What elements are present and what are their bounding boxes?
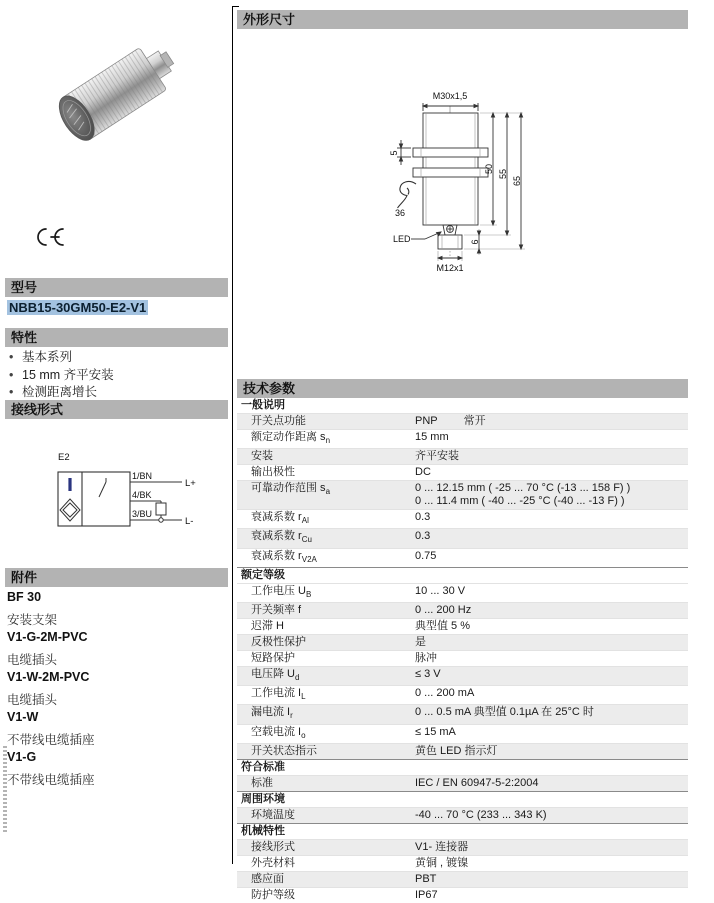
spec-row: [237, 429, 688, 448]
bullet-icon: •: [9, 350, 14, 364]
spec-row: [237, 685, 688, 704]
dim-label-55: 55: [498, 168, 508, 180]
section-header-accessories: 附件: [5, 568, 228, 587]
dim-label-m30: M30x1,5: [432, 91, 468, 101]
bullet-icon: •: [9, 385, 14, 399]
accessory-description: 不带线电缆插座: [7, 773, 95, 787]
spec-row: [237, 666, 688, 685]
spec-row: [237, 807, 688, 823]
spec-value: 0 ... 12.15 mm ( -25 ... 70 °C (-13 ... 158 F) ) 0 ... 11.4 mm ( -40 ... -25 °C (-40 ... -13 F) ): [415, 482, 631, 508]
spec-row: [237, 413, 688, 429]
spec-label: 环境温度: [251, 808, 295, 821]
column-divider: [232, 6, 233, 864]
spec-value: ≤ 15 mA: [415, 725, 456, 738]
spec-group-title: 额定等级: [237, 567, 688, 583]
inductive-diamond-symbol: [60, 499, 80, 521]
spec-value: 黄铜 , 镀镍: [415, 856, 469, 869]
spec-value: PNP 常开: [415, 415, 486, 427]
spec-value: DC: [415, 466, 431, 479]
spec-row: [237, 775, 688, 791]
features-list: [0, 349, 215, 402]
wiring-diagram-e2: [36, 444, 201, 544]
spec-group-title: 符合标准: [237, 759, 688, 775]
spec-row: [237, 650, 688, 666]
spec-row: [237, 743, 688, 759]
spec-label: 额定动作距离 $s_n$: [251, 431, 331, 446]
sensor-body-group: [52, 37, 183, 146]
load-symbol: [156, 503, 166, 515]
spec-label: 开关频率 f: [251, 603, 302, 616]
feature-item: [9, 384, 224, 402]
spec-label: 衰减系数 $r_{V2A}$: [251, 549, 317, 564]
spec-value: PBT: [415, 872, 437, 885]
spec-row: [237, 724, 688, 743]
spec-label: 输出极性: [251, 466, 295, 479]
pin-label-4bk: 4/BK: [132, 490, 152, 500]
spec-label: 开关点功能: [251, 415, 306, 427]
spec-value: 典型值 5 %: [415, 619, 471, 632]
spec-row: [237, 602, 688, 618]
spec-label: 标准: [251, 776, 273, 789]
accessory-description: 电缆插头: [7, 693, 58, 707]
spec-value: 0.75: [415, 549, 437, 562]
spec-group-title: 周围环境: [237, 791, 688, 807]
spec-label: 迟滞 H: [251, 619, 284, 632]
section-header-dimensions: 外形尺寸: [237, 10, 688, 29]
dim-label-5: 5: [389, 150, 399, 156]
dim-label-led: LED: [393, 234, 411, 244]
spec-label: 衰减系数 $r_{Cu}$: [251, 530, 312, 545]
spec-row: [237, 855, 688, 871]
dim-label-50: 50: [484, 163, 494, 175]
spec-row: [237, 464, 688, 480]
spec-row: [237, 839, 688, 855]
spec-row: [237, 704, 688, 723]
accessory-description: 安装支架: [7, 613, 58, 627]
spec-row: [237, 887, 688, 903]
wiring-label-e2: E2: [58, 452, 70, 463]
spec-row: [237, 528, 688, 547]
spec-value: IEC / EN 60947-5-2:2004: [415, 776, 539, 789]
accessory-description: 不带线电缆插座: [7, 733, 95, 747]
ce-mark-icon: [33, 225, 67, 249]
dimension-drawing: [383, 88, 563, 293]
accessory-description: 电缆插头: [7, 653, 58, 667]
accessory-code: V1-G-2M-PVC: [7, 630, 88, 644]
spec-row: [237, 871, 688, 887]
spec-value: 0.3: [415, 530, 431, 543]
spec-value: 10 ... 30 V: [415, 584, 466, 597]
accessory-code: V1-W-2M-PVC: [7, 670, 90, 684]
spec-value: 0.3: [415, 511, 431, 524]
section-header-features: 特性: [5, 328, 228, 347]
spec-value: 脉冲: [415, 651, 437, 664]
spec-label: 工作电压 $U_B$: [251, 584, 312, 599]
spec-value: 黄色 LED 指示灯: [415, 744, 498, 757]
spec-value: 齐平安装: [415, 450, 459, 463]
column-divider-tick: [232, 6, 239, 7]
spec-label: 短路保护: [251, 651, 295, 664]
spec-group-title: 一般说明: [241, 399, 285, 411]
feature-item-label: 基本系列: [22, 350, 73, 364]
tech-params-table: [237, 398, 688, 903]
spec-row: [237, 583, 688, 602]
spec-value: IP67: [415, 888, 438, 901]
terminal-label-lminus: L-: [185, 516, 194, 527]
spec-row: [237, 480, 688, 509]
spec-label: 开关状态指示: [251, 744, 317, 757]
spec-label: 电压降 $U_d$: [251, 667, 300, 683]
spec-row: [237, 509, 688, 528]
feature-item: [9, 349, 224, 367]
junction-node: [159, 518, 163, 522]
spec-value: V1- 连接器: [415, 840, 469, 853]
pin-label-3bu: 3/BU: [132, 509, 153, 519]
spec-row: [237, 548, 688, 567]
spec-row: [237, 618, 688, 634]
spec-label: 反极性保护: [251, 635, 306, 648]
spec-label: 感应面: [251, 872, 284, 885]
section-header-wiring: 接线形式: [5, 400, 228, 419]
accessory-code: V1-W: [7, 710, 39, 724]
feature-item: [9, 367, 224, 385]
spec-value: 15 mm: [415, 431, 449, 443]
spec-value: 0 ... 0.5 mA 典型值 0.1µA 在 25°C 时: [415, 706, 594, 719]
spec-row: [237, 448, 688, 464]
model-number: NBB15-30GM50-E2-V1: [9, 300, 147, 315]
spec-label: 安装: [251, 450, 273, 463]
dim-label-6: 6: [470, 239, 480, 245]
feature-item-label: 检测距离增长: [22, 385, 98, 399]
spec-value: 是: [415, 635, 426, 648]
accessory-code: BF 30: [7, 590, 42, 604]
spec-group-title: 机械特性: [237, 823, 688, 839]
product-photo-sensor: [42, 26, 192, 158]
spec-label: 防护等级: [251, 888, 295, 901]
spec-value: -40 ... 70 °C (233 ... 343 K): [415, 808, 547, 821]
pin-label-1bn: 1/BN: [132, 471, 153, 481]
spec-row: [237, 634, 688, 650]
spec-value: 0 ... 200 mA: [415, 687, 475, 700]
spec-label: 可靠动作范围 $s_a$: [251, 482, 331, 497]
dim-label-m12: M12x1: [436, 263, 464, 273]
spec-label: 工作电流 $I_L$: [251, 687, 306, 702]
terminal-label-lplus: L+: [185, 478, 196, 489]
section-header-model: 型号: [5, 278, 228, 297]
feature-item-label: 15 mm 齐平安装: [22, 367, 114, 382]
spec-label: 漏电流 $I_r$: [251, 706, 293, 721]
spec-label: 外壳材料: [251, 856, 295, 869]
dim-label-36-wrench: 36: [395, 208, 406, 218]
spec-label: 衰减系数 $r_{Al}$: [251, 511, 309, 526]
spec-label: 接线形式: [251, 840, 295, 853]
dim-label-65: 65: [512, 175, 522, 187]
spec-value: 0 ... 200 Hz: [415, 603, 472, 616]
bullet-icon: •: [9, 367, 14, 382]
section-header-tech-params: 技术参数: [237, 379, 688, 398]
spec-label: 空载电流 $I_o$: [251, 725, 306, 740]
spec-value: ≤ 3 V: [415, 667, 441, 680]
accessory-code: V1-G: [7, 750, 37, 764]
